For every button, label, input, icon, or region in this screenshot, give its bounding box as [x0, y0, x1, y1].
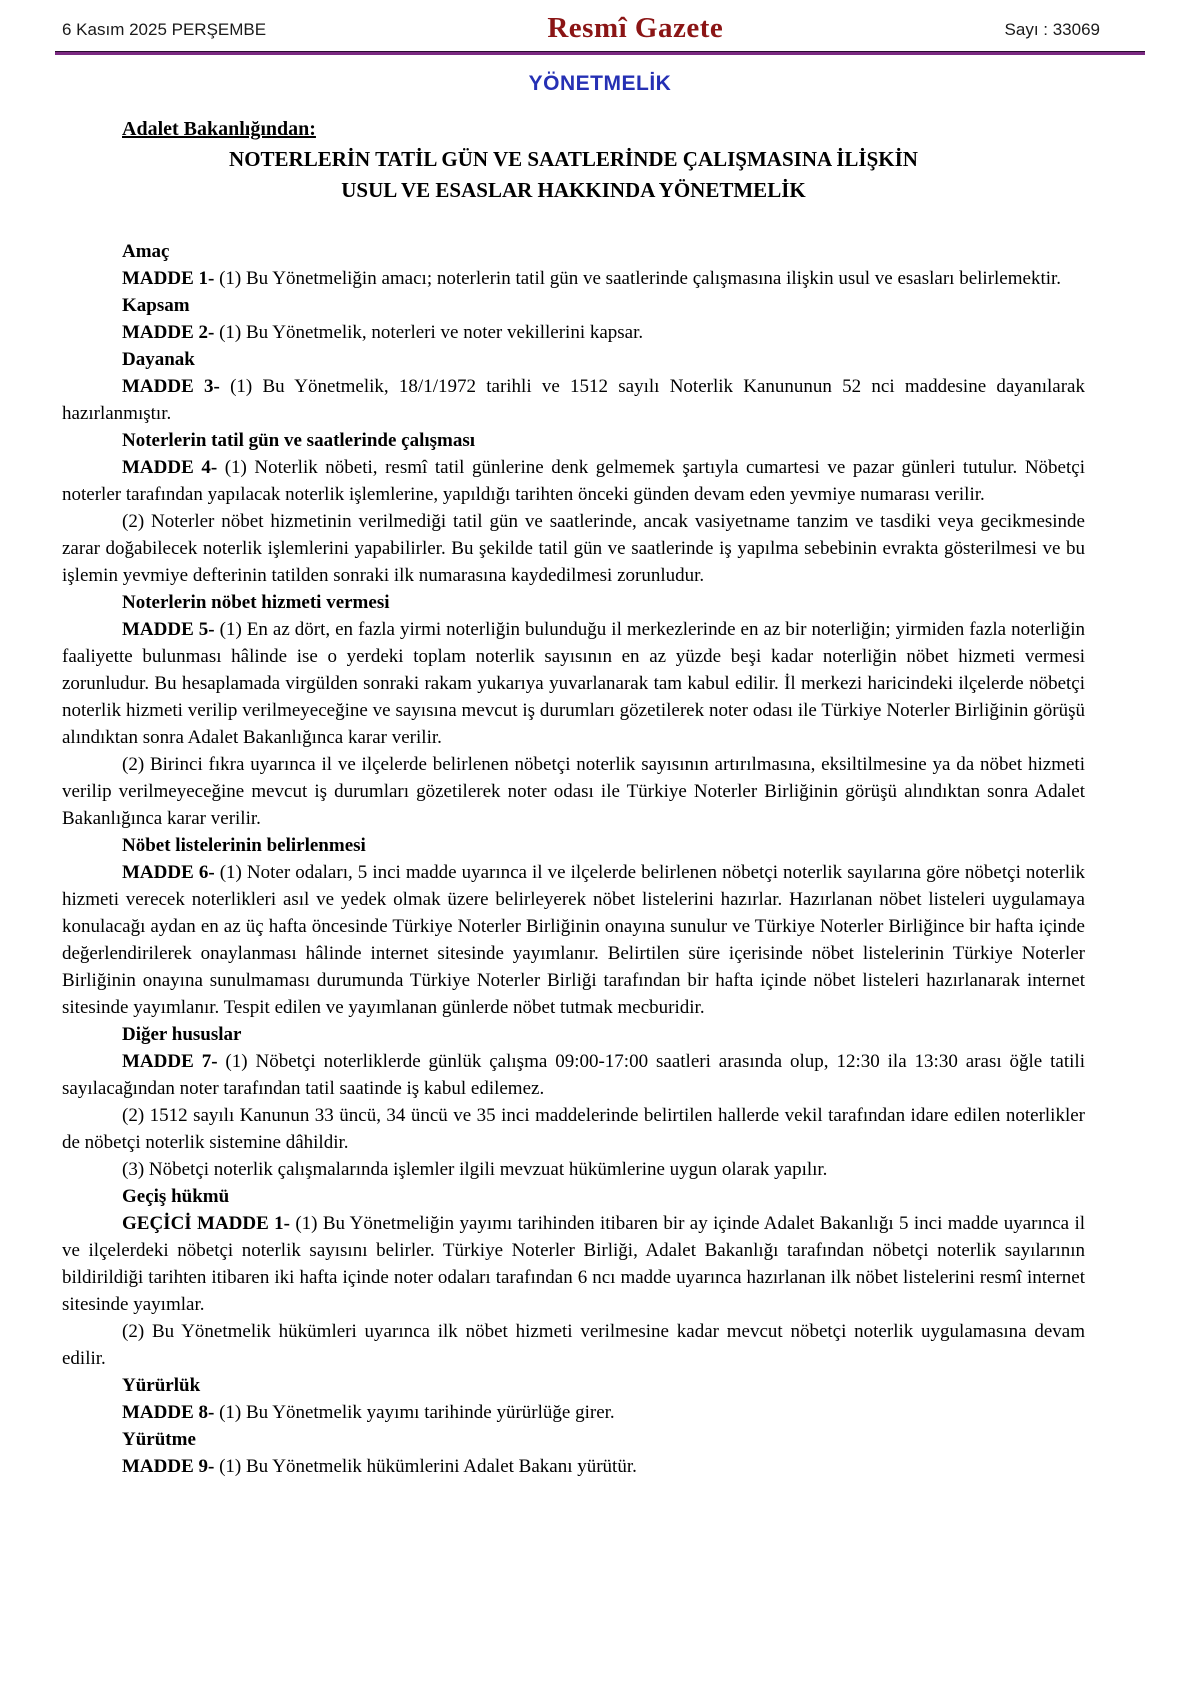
gazette-issue-number: Sayı : 33069	[1004, 20, 1100, 39]
gazette-date: 6 Kasım 2025 PERŞEMBE	[62, 20, 267, 39]
section-label: YÖNETMELİK	[528, 72, 672, 95]
regulation-title-line1: NOTERLERİN TATİL GÜN VE SAATLERİNDE ÇALIŞMASINA İLİŞKİN	[229, 147, 918, 171]
article-lead: MADDE 9-	[122, 1456, 215, 1477]
article-paragraph: (2) Birinci fıkra uyarınca il ve ilçelerde belirlenen nöbetçi noterlik sayısının artırılmasına, eksiltilmesine ya da nöbet hizmeti verilip verilmeyeceğine mevcut iş durumları gözetilerek noter odası ile Türkiye Noterler Birliğinin görüşü alındıktan sonra Adalet Bakanlığınca karar verilir.	[62, 754, 1085, 829]
article-lead: MADDE 4-	[122, 457, 218, 478]
issuing-ministry: Adalet Bakanlığından:	[122, 118, 316, 140]
article-heading: Yürütme	[122, 1429, 196, 1450]
article-paragraph: MADDE 1- (1) Bu Yönetmeliğin amacı; noterlerin tatil gün ve saatlerinde çalışmasına ilişkin usul ve esasları belirlemektir.	[122, 268, 1062, 289]
article-lead: MADDE 1-	[122, 268, 215, 289]
article-lead: MADDE 6-	[122, 862, 215, 883]
article-paragraph: (2) 1512 sayılı Kanunun 33 üncü, 34 üncü ve 35 inci maddelerinde belirtilen hallerde vekil tarafından idare edilen noterlikler de nöbetçi noterlik sistemine dâhildir.	[62, 1105, 1085, 1153]
article-paragraph: MADDE 5- (1) En az dört, en fazla yirmi noterliğin bulunduğu il merkezlerinde en az bir noterliğin; yirmiden fazla noterliğin faaliyette bulunması hâlinde ise o yerdeki toplam noterlik sayısının en az yüzde beşi kadar noterliğin nöbet hizmeti vermesi zorunludur. Bu hesaplamada virgülden sonraki rakam yukarıya yuvarlanarak tam kabul edilir. İl merkezi haricindeki ilçelerde nöbetçi noterlik hizmeti verilip verilmeyeceğine ve sayısına mevcut iş durumları gözetilerek noter odası ile Türkiye Noterler Birliğinin görüşü alındıktan sonra Adalet Bakanlığınca karar verilir.	[62, 619, 1085, 748]
article-lead: MADDE 7-	[122, 1051, 218, 1072]
article-lead: MADDE 5-	[122, 619, 215, 640]
article-paragraph: MADDE 6- (1) Noter odaları, 5 inci madde uyarınca il ve ilçelerde belirlenen nöbetçi noterlik sayılarına göre nöbetçi noterlik hizmeti verecek noterlikleri asıl ve yedek olmak üzere belirleyerek nöbet listelerini hazırlar. Hazırlanan nöbet listeleri uygulamaya konulacağı aydan en az üç hafta öncesinde Türkiye Noterler Birliğinin onayına sunulur ve Türkiye Noterler Birliğince bir hafta içinde değerlendirilerek onaylanması hâlinde internet sitesinde yayımlanır. Belirtilen süre içerisinde nöbet listelerinin Türkiye Noterler Birliğinin onayına sunulmaması durumunda Türkiye Noterler Birliği tarafından bir hafta içinde nöbet listeleri hazırlanarak internet sitesinde yayımlanır. Tespit edilen ve yayımlanan günlerde nöbet tutmak mecburidir.	[62, 862, 1085, 1018]
article-paragraph: MADDE 7- (1) Nöbetçi noterliklerde günlük çalışma 09:00-17:00 saatleri arasında olup, 12:30 ila 13:30 arası öğle tatili sayılacağından noter tarafından tatil saatinde iş kabul edilemez.	[62, 1051, 1085, 1099]
article-paragraph: MADDE 4- (1) Noterlik nöbeti, resmî tatil günlerine denk gelmemek şartıyla cumartesi ve pazar günleri tutulur. Nöbetçi noterler tarafından yapılacak noterlik işlemlerine, yapıldığı tarihten önceki günden devam eden yevmiye numarası verilir.	[62, 457, 1085, 505]
article-paragraph: MADDE 8- (1) Bu Yönetmelik yayımı tarihinde yürürlüğe girer.	[122, 1402, 615, 1423]
article-body	[62, 238, 1085, 1480]
article-heading: Nöbet listelerinin belirlenmesi	[122, 835, 366, 856]
header-divider-rule	[55, 51, 1145, 55]
regulation-title	[62, 144, 1085, 206]
article-paragraph: (2) Bu Yönetmelik hükümleri uyarınca ilk nöbet hizmeti verilmesine kadar mevcut nöbetçi noterlik uygulamasına devam edilir.	[62, 1321, 1085, 1369]
article-heading: Diğer hususlar	[122, 1024, 242, 1045]
article-paragraph: (2) Noterler nöbet hizmetinin verilmediği tatil gün ve saatlerinde, ancak vasiyetname tanzim ve tasdiki veya gecikmesinde zarar doğabilecek noterlik işlemlerini yapabilirler. Bu şekilde tatil gün ve saatlerinde iş yapılma sebebinin evrakta gösterilmesi ve bu işlemin yevmiye defterinin tatilden sonraki ilk numarasına kaydedilmesi zorunludur.	[62, 511, 1085, 586]
article-heading: Noterlerin nöbet hizmeti vermesi	[122, 592, 390, 613]
article-paragraph: (3) Nöbetçi noterlik çalışmalarında işlemler ilgili mevzuat hükümlerine uygun olarak yapılır.	[122, 1159, 828, 1180]
regulation-document	[62, 118, 1085, 1480]
regulation-title-line2: USUL VE ESASLAR HAKKINDA YÖNETMELİK	[341, 178, 806, 202]
article-heading: Noterlerin tatil gün ve saatlerinde çalışması	[122, 430, 476, 451]
article-lead: MADDE 3-	[122, 376, 220, 397]
article-lead: MADDE 2-	[122, 322, 215, 343]
article-heading: Amaç	[122, 241, 170, 262]
article-paragraph: MADDE 2- (1) Bu Yönetmelik, noterleri ve noter vekillerini kapsar.	[122, 322, 644, 343]
article-heading: Dayanak	[122, 349, 195, 370]
article-lead: GEÇİCİ MADDE 1-	[122, 1213, 290, 1234]
article-lead: MADDE 8-	[122, 1402, 215, 1423]
article-paragraph: GEÇİCİ MADDE 1- (1) Bu Yönetmeliğin yayımı tarihinden itibaren bir ay içinde Adalet Bakanlığı 5 inci madde uyarınca il ve ilçelerdeki nöbetçi noterlik sayısını belirler. Türkiye Noterler Birliği, Adalet Bakanlığı tarafından nöbetçi noterlik sayılarının bildirildiği tarihten itibaren iki hafta içinde noter odaları tarafından 6 ncı madde uyarınca hazırlanan ilk nöbet listelerini resmî internet sitesinde yayımlar.	[62, 1213, 1086, 1315]
article-heading: Kapsam	[122, 295, 190, 316]
article-paragraph: MADDE 3- (1) Bu Yönetmelik, 18/1/1972 tarihli ve 1512 sayılı Noterlik Kanununun 52 nci maddesine dayanılarak hazırlanmıştır.	[62, 376, 1085, 424]
gazette-header	[0, 0, 1200, 43]
gazette-title: Resmî Gazete	[547, 12, 724, 44]
article-heading: Yürürlük	[122, 1375, 201, 1396]
article-paragraph: MADDE 9- (1) Bu Yönetmelik hükümlerini Adalet Bakanı yürütür.	[122, 1456, 637, 1477]
article-heading: Geçiş hükmü	[122, 1186, 230, 1207]
